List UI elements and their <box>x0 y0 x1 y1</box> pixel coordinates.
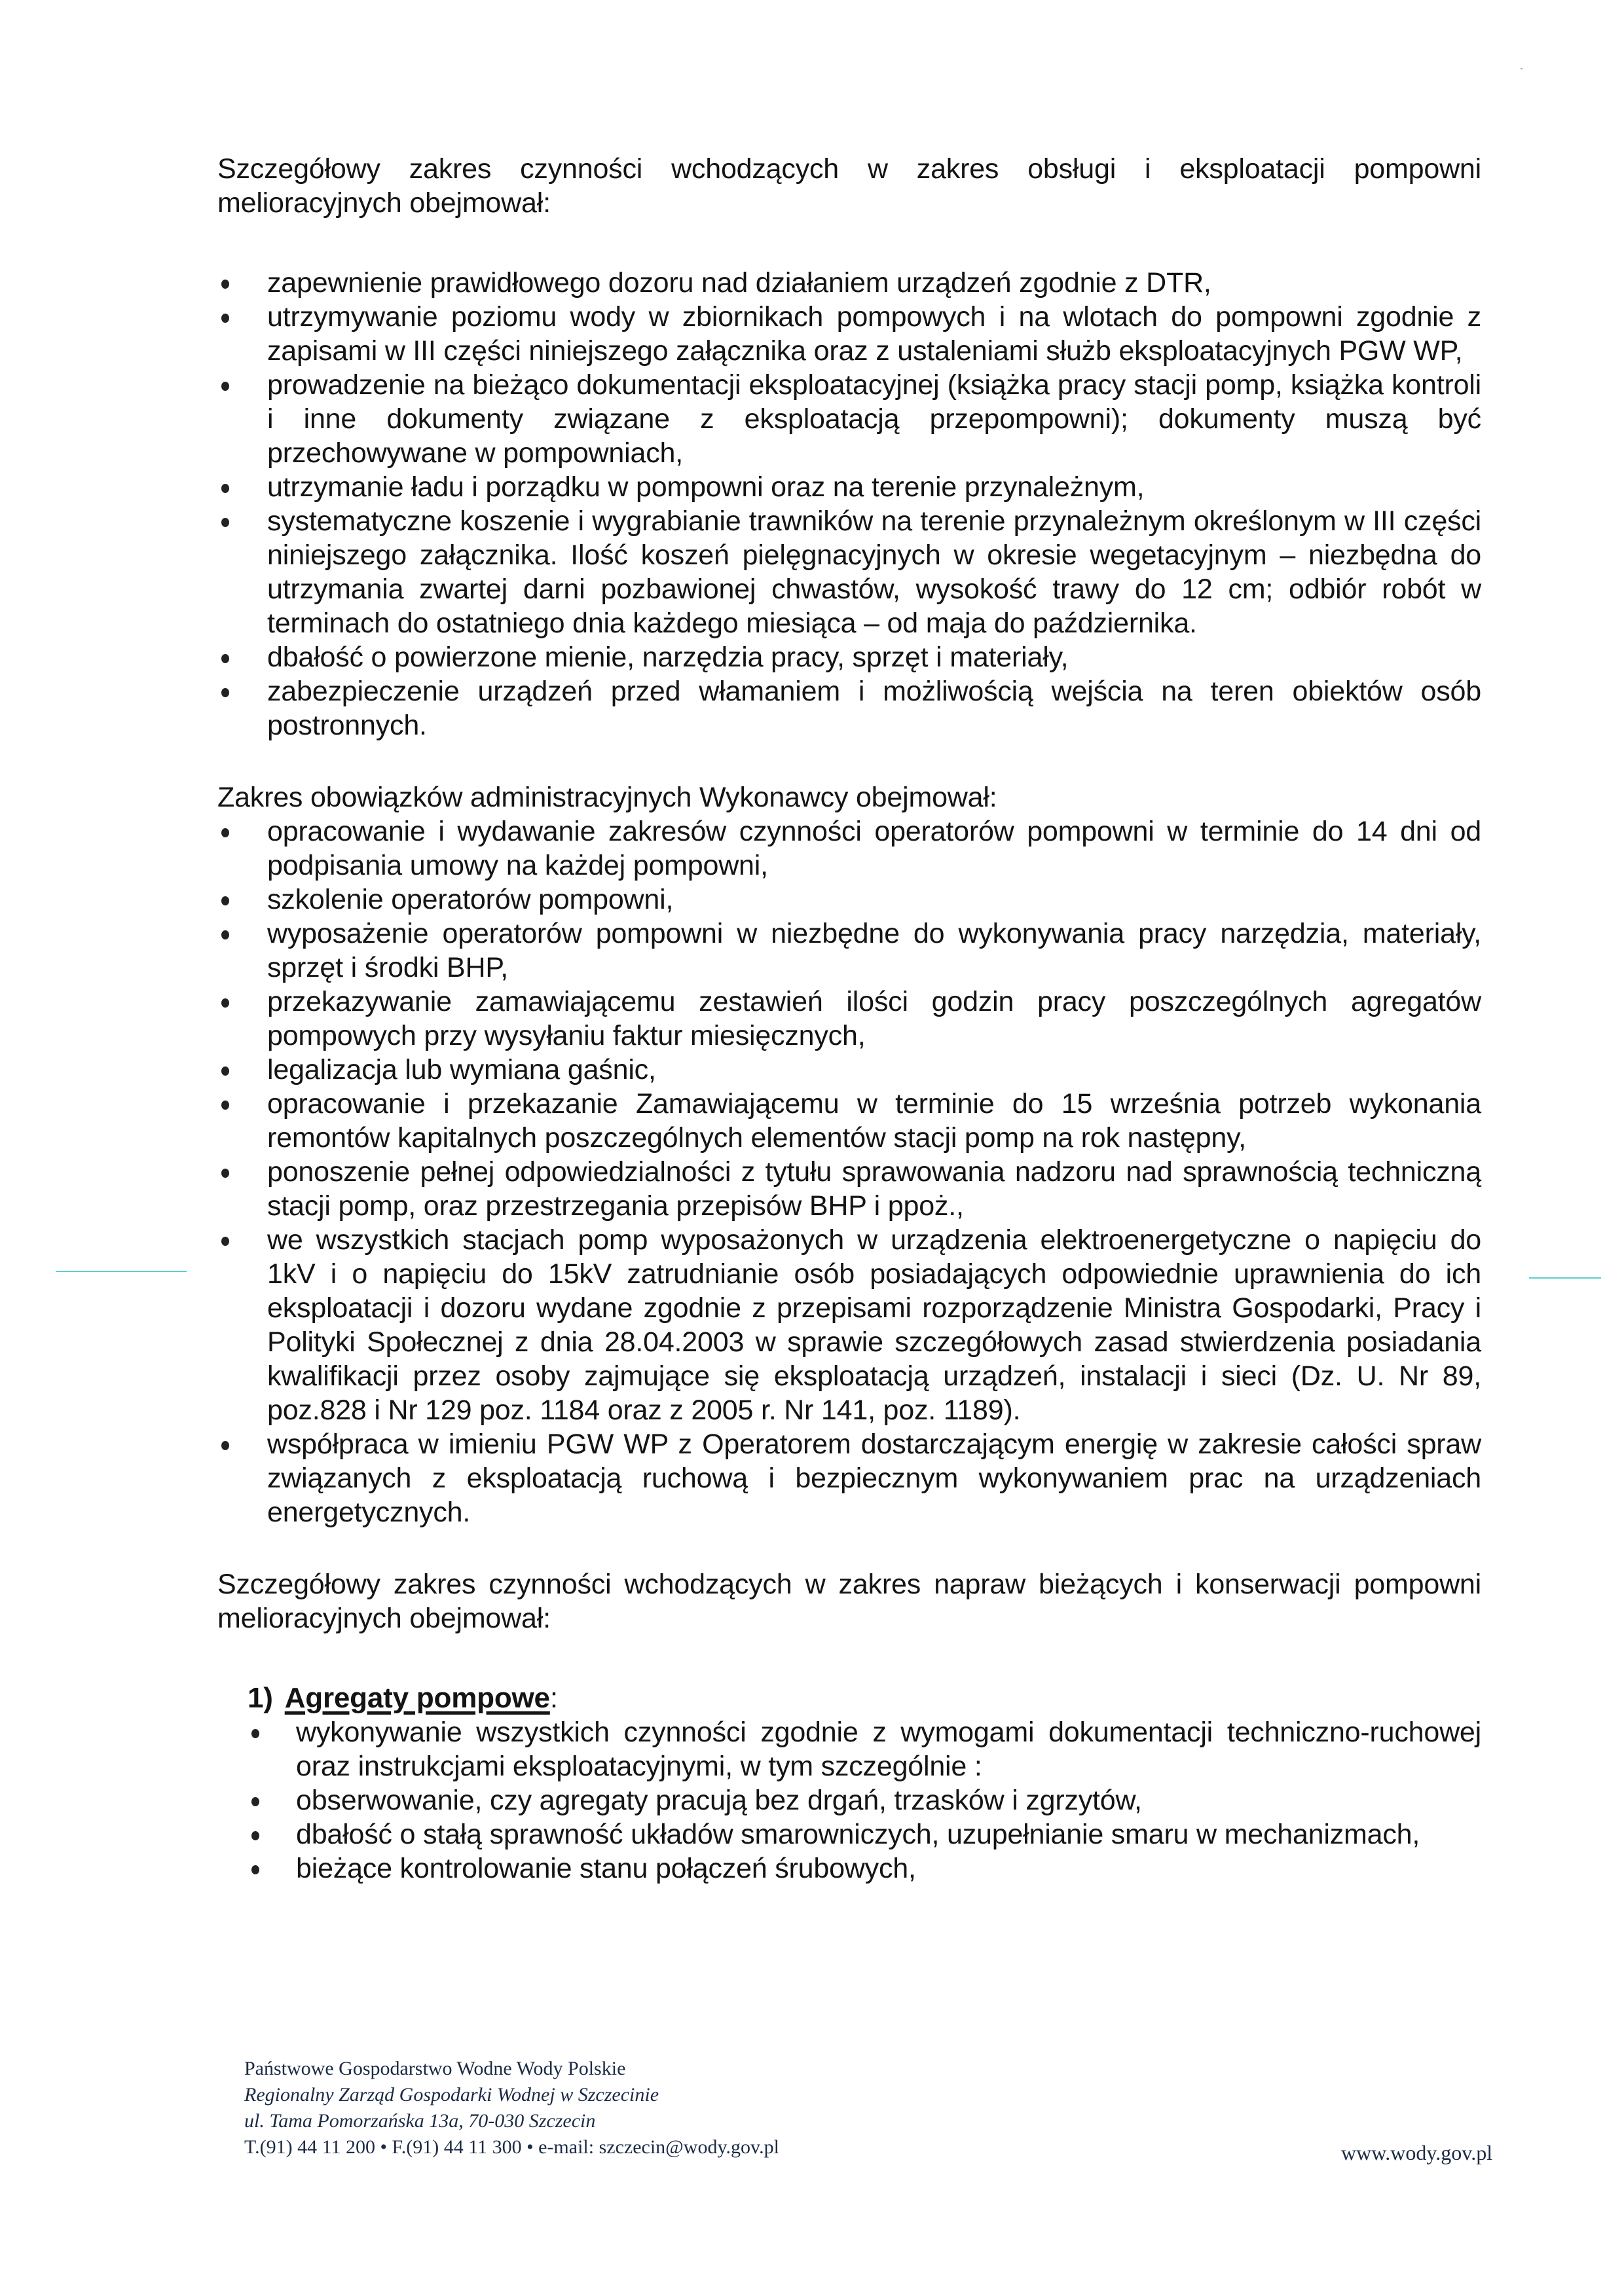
bullet-icon <box>221 1066 229 1076</box>
bullet-icon <box>221 930 229 939</box>
list-item: legalizacja lub wymiana gaśnic, <box>217 1053 1481 1087</box>
bullet-icon <box>221 1237 229 1246</box>
footer-contact: T.(91) 44 11 200 • F.(91) 44 11 300 • e-mail: szczecin@wody.gov.pl <box>244 2136 779 2158</box>
footer-org-name: Państwowe Gospodarstwo Wodne Wody Polskie <box>244 2058 626 2079</box>
bullet-icon <box>221 896 229 905</box>
list-item: przekazywanie zamawiającemu zestawień ilości godzin pracy poszczególnych agregatów pompowych przy wysyłaniu faktur miesięcznych, <box>217 985 1481 1053</box>
bullet-icon <box>251 1831 259 1840</box>
list-item: opracowanie i wydawanie zakresów czynności operatorów pompowni w terminie do 14 dni od podpisania umowy na każdej pompowni, <box>217 814 1481 883</box>
list-item: zapewnienie prawidłowego dozoru nad działaniem urządzeń zgodnie z DTR, <box>217 266 1481 300</box>
bullet-icon <box>251 1729 259 1738</box>
list-item: bieżące kontrolowanie stanu połączeń śrubowych, <box>217 1851 1481 1886</box>
list-item: opracowanie i przekazanie Zamawiającemu w terminie do 15 września potrzeb wykonania remontów kapitalnych poszczególnych elementów stacji pomp na rok następny, <box>217 1087 1481 1155</box>
letterhead-footer <box>244 2056 779 2160</box>
footer-address: ul. Tama Pomorzańska 13a, 70-030 Szczecin <box>244 2110 596 2132</box>
subsection-title: Agregaty pompowe <box>284 1682 550 1714</box>
list-item: obserwowanie, czy agregaty pracują bez drgań, trzasków i zgrzytów, <box>217 1783 1481 1817</box>
bullet-icon <box>221 484 229 493</box>
list-item: dbałość o stałą sprawność układów smarowniczych, uzupełnianie smaru w mechanizmach, <box>217 1817 1481 1851</box>
list-item: zabezpieczenie urządzeń przed włamaniem i możliwością wejścia na teren obiektów osób postronnych. <box>217 674 1481 742</box>
operation-list <box>217 266 1481 742</box>
list-item: wykonywanie wszystkich czynności zgodnie z wymogami dokumentacji techniczno-ruchowej oraz instrukcjami eksploatacyjnymi, w tym szczególnie : <box>217 1715 1481 1783</box>
bullet-icon <box>251 1797 259 1806</box>
bullet-icon <box>221 828 229 837</box>
bullet-icon <box>221 998 229 1008</box>
bullet-icon <box>221 518 229 527</box>
list-item: dbałość o powierzone mienie, narzędzia pracy, sprzęt i materiały, <box>217 640 1481 674</box>
list-item: ponoszenie pełnej odpowiedzialności z tytułu sprawowania nadzoru nad sprawnością techniczną stacji pomp, oraz przestrzegania przepisów BHP i ppoż., <box>217 1155 1481 1223</box>
subsection-heading: 1) Agregaty pompowe: <box>248 1682 558 1714</box>
bullet-icon <box>221 688 229 697</box>
bullet-icon <box>221 280 229 289</box>
list-item: utrzymanie ładu i porządku w pompowni oraz na terenie przynależnym, <box>217 470 1481 504</box>
bullet-icon <box>221 654 229 663</box>
document-body <box>217 152 1481 1886</box>
admin-list <box>217 814 1481 1529</box>
repairs-intro: Szczegółowy zakres czynności wchodzących w zakres napraw bieżących i konserwacji pompowni melioracyjnych obejmował: <box>217 1569 1481 1634</box>
footer-regional-office: Regionalny Zarząd Gospodarki Wodnej w Szczecinie <box>244 2084 659 2105</box>
repairs-list <box>217 1715 1481 1886</box>
bullet-icon <box>221 1169 229 1178</box>
list-item: współpraca w imieniu PGW WP z Operatorem dostarczającym energię w zakresie całości spraw związanych z eksploatacją ruchową i bezpiecznym wykonywaniem prac na urządzeniach energetycznych. <box>217 1427 1481 1529</box>
bullet-icon <box>221 314 229 323</box>
list-item: wyposażenie operatorów pompowni w niezbędne do wykonywania pracy narzędzia, materiały, sprzęt i środki BHP, <box>217 917 1481 985</box>
list-item: systematyczne koszenie i wygrabianie trawników na terenie przynależnym określonym w III części niniejszego załącznika. Ilość koszeń pielęgnacyjnych w okresie wegetacyjnym – niezbędna do utrzymania zwartej darni pozbawionej chwastów, wysokość trawy do 12 cm; odbiór robót w terminach do ostatniego dnia każdego miesiąca – od maja do października. <box>217 504 1481 640</box>
admin-intro: Zakres obowiązków administracyjnych Wykonawcy obejmował: <box>217 782 997 813</box>
bullet-icon <box>221 1101 229 1110</box>
scan-artifact <box>1521 68 1522 69</box>
list-item: prowadzenie na bieżąco dokumentacji eksploatacyjnej (książka pracy stacji pomp, książka kontroli i inne dokumenty związane z eksploatacją przepompowni); dokumenty muszą być przechowywane w pompowniach, <box>217 368 1481 470</box>
bullet-icon <box>221 1441 229 1450</box>
bullet-icon <box>221 382 229 391</box>
bullet-icon <box>251 1865 259 1874</box>
footer-website: www.wody.gov.pl <box>1341 2141 1493 2164</box>
list-item: szkolenie operatorów pompowni, <box>217 883 1481 917</box>
scan-line-right <box>1529 1277 1601 1279</box>
operation-intro: Szczegółowy zakres czynności wchodzących w zakres obsługi i eksploatacji pompowni melioracyjnych obejmował: <box>217 153 1481 219</box>
subsection-number: 1) <box>248 1682 273 1714</box>
list-item: utrzymywanie poziomu wody w zbiornikach pompowych i na wlotach do pompowni zgodnie z zapisami w III części niniejszego załącznika oraz z ustaleniami służb eksploatacyjnych PGW WP, <box>217 300 1481 368</box>
list-item: we wszystkich stacjach pomp wyposażonych w urządzenia elektroenergetyczne o napięciu do 1kV i o napięciu do 15kV zatrudnianie osób posiadających odpowiednie uprawnienia do ich eksploatacji i dozoru wydane zgodnie z przepisami rozporządzenie Ministra Gospodarki, Pracy i Polityki Społecznej z dnia 28.04.2003 w sprawie szczegółowych zasad stwierdzenia posiadania kwalifikacji przez osoby zajmujące się eksploatacją urządzeń, instalacji i sieci (Dz. U. Nr 89, poz.828 i Nr 129 poz. 1184 oraz z 2005 r. Nr 141, poz. 1189). <box>217 1223 1481 1427</box>
scan-line-left <box>56 1271 187 1272</box>
